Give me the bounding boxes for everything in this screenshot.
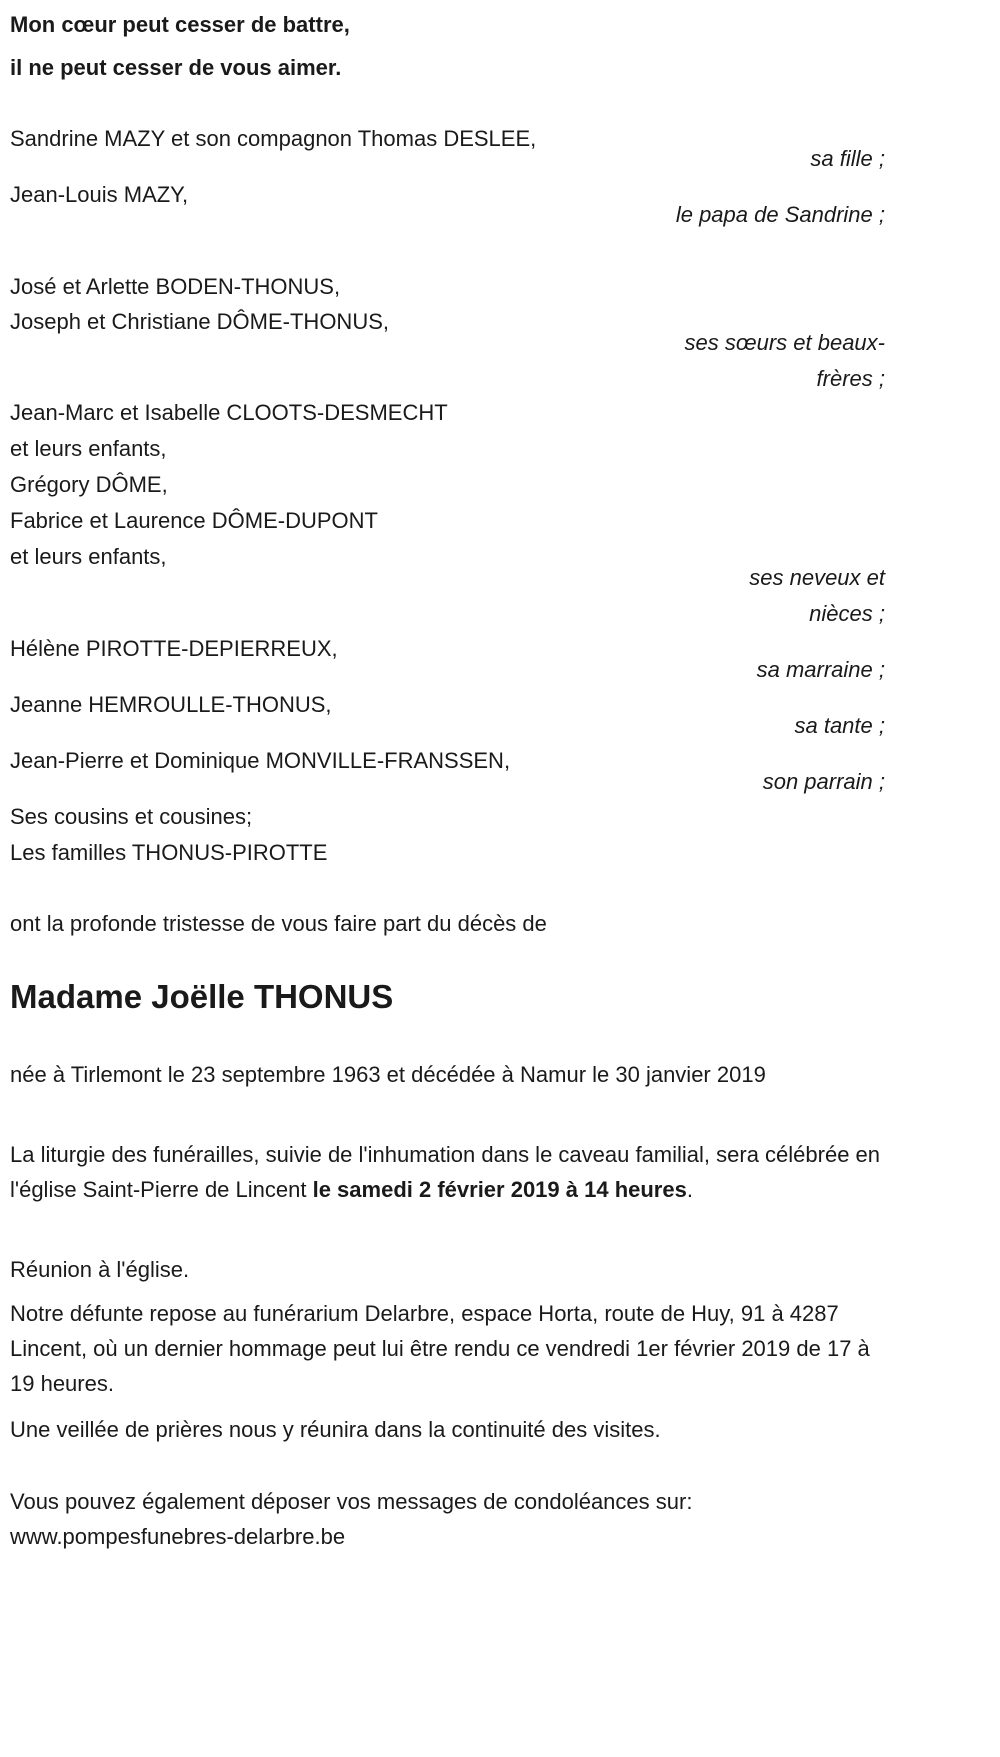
visitation: Notre défunte repose au funérarium Delarbre, espace Horta, route de Huy, 91 à 4287 Lincent, où un dernier hommage peut lui être rendu ce vendredi 1er février 2019 de 17 à 19 heures. bbox=[10, 1301, 870, 1396]
family-role: sa tante ; bbox=[794, 713, 885, 738]
epigraph-line: Mon cœur peut cesser de battre, bbox=[10, 12, 350, 37]
family-name: Les familles THONUS-PIROTTE bbox=[10, 840, 328, 865]
meeting: Réunion à l'église. bbox=[10, 1257, 190, 1282]
deceased-name: Madame Joëlle THONUS bbox=[10, 978, 394, 1015]
family-name: José et Arlette BODEN-THONUS, bbox=[10, 274, 341, 299]
epigraph-line: il ne peut cesser de vous aimer. bbox=[10, 55, 342, 80]
vigil: Une veillée de prières nous y réunira dans la continuité des visites. bbox=[10, 1417, 661, 1442]
family-role: sa marraine ; bbox=[756, 657, 885, 682]
liturgy bbox=[10, 1137, 890, 1207]
family-name: Ses cousins et cousines; bbox=[10, 804, 253, 829]
family-name: Grégory DÔME, bbox=[10, 472, 168, 497]
family-name: Jeanne HEMROULLE-THONUS, bbox=[10, 692, 332, 717]
family-name: Jean-Louis MAZY, bbox=[10, 182, 189, 207]
website-link[interactable]: www.pompesfunebres-delarbre.be bbox=[10, 1524, 346, 1549]
announcement: ont la profonde tristesse de vous faire part du décès de bbox=[10, 911, 547, 936]
family-role: ses sœurs et beaux-frères ; bbox=[684, 330, 885, 391]
liturgy-date: le samedi 2 février 2019 à 14 heures bbox=[312, 1177, 687, 1202]
family-name: Hélène PIROTTE-DEPIERREUX, bbox=[10, 636, 338, 661]
liturgy-end: . bbox=[686, 1177, 693, 1202]
family-name: et leurs enfants, bbox=[10, 436, 167, 461]
liturgy-text: La liturgie des funérailles, suivie de l'inhumation dans le caveau familial, sera célébrée en l'église Saint-Pierre de Lincent bbox=[10, 1142, 881, 1202]
birth-death: née à Tirlemont le 23 septembre 1963 et décédée à Namur le 30 janvier 2019 bbox=[10, 1062, 766, 1087]
family-name: Fabrice et Laurence DÔME-DUPONT bbox=[10, 508, 378, 533]
family-name: Jean-Marc et Isabelle CLOOTS-DESMECHT bbox=[10, 400, 448, 425]
family-name: et leurs enfants, bbox=[10, 544, 167, 569]
family-name: Jean-Pierre et Dominique MONVILLE-FRANSSEN, bbox=[10, 748, 511, 773]
family-role: son parrain ; bbox=[762, 769, 885, 794]
family-role: sa fille ; bbox=[810, 146, 885, 171]
family-role: le papa de Sandrine ; bbox=[675, 202, 885, 227]
family-name: Sandrine MAZY et son compagnon Thomas DESLEE, bbox=[10, 126, 537, 151]
family-name: Joseph et Christiane DÔME-THONUS, bbox=[10, 309, 389, 334]
condolences: Vous pouvez également déposer vos messages de condoléances sur: bbox=[10, 1489, 693, 1514]
family-role: ses neveux et nièces ; bbox=[749, 565, 885, 626]
